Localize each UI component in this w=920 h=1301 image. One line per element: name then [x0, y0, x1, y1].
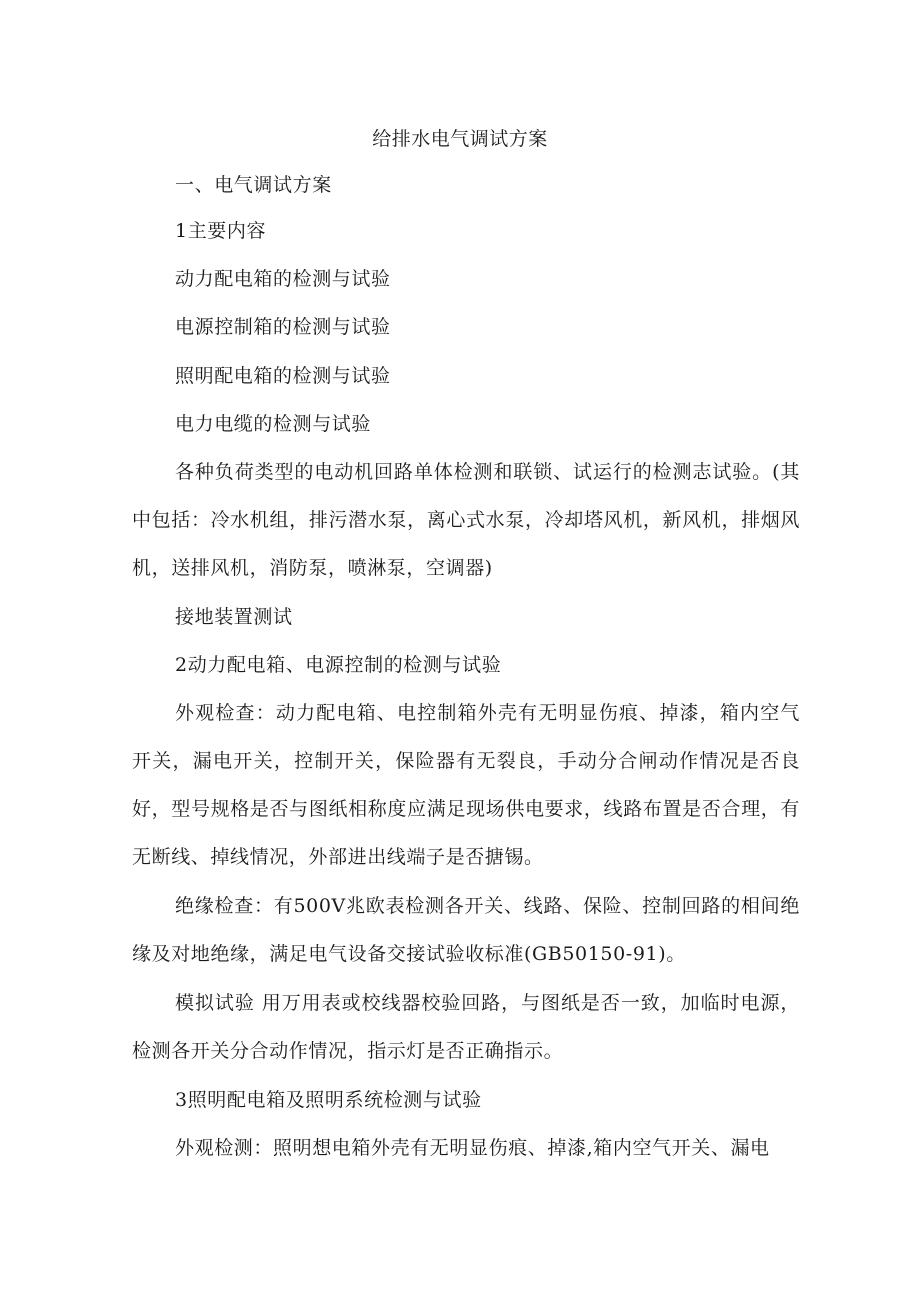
- subsection-heading-main-content: 1主要内容: [175, 220, 267, 242]
- appearance-check-paragraph: 外观检查：动力配电箱、电控制箱外壳有无明显伤痕、掉漆，箱内空气开关，漏电开关，控制开关，保险器有无裂良，手动分合闸动作情况是否良好，型号规格是否与图纸相称度应满足现场供电要求，线路布置是否合理，有无断线、掉线情况，外部进出线端子是否搪锡。: [132, 702, 800, 868]
- subsection-heading-power-box-testing: 2动力配电箱、电源控制的检测与试验: [175, 654, 502, 676]
- subsection-heading-lighting-box-testing: 3照明配电箱及照明系统检测与试验: [175, 1089, 482, 1111]
- content-item-grounding-test: 接地装置测试: [175, 606, 293, 628]
- simulation-test-paragraph: 模拟试验 用万用表或校线器校验回路，与图纸是否一致，加临时电源，检测各开关分合动作情况，指示灯是否正确指示。: [132, 992, 800, 1062]
- document-title: 给排水电气调试方案: [372, 128, 548, 150]
- content-item-power-distribution-box: 动力配电箱的检测与试验: [175, 268, 391, 290]
- section-heading-electrical-commissioning: 一、电气调试方案: [175, 174, 332, 196]
- content-item-power-control-box: 电源控制箱的检测与试验: [175, 316, 391, 338]
- content-item-power-cable: 电力电缆的检测与试验: [175, 413, 372, 435]
- lighting-appearance-check-paragraph: 外观检测：照明想电箱外壳有无明显伤痕、掉漆,箱内空气开关、漏电: [175, 1137, 770, 1159]
- motor-circuit-test-paragraph: 各种负荷类型的电动机回路单体检测和联锁、试运行的检测志试验。(其中包括：冷水机组，排污潜水泵，离心式水泵，冷却塔风机，新风机，排烟风机，送排风机，消防泵，喷淋泵，空调器): [132, 461, 800, 579]
- content-item-lighting-distribution-box: 照明配电箱的检测与试验: [175, 365, 391, 387]
- insulation-check-paragraph: 绝缘检查：有500V兆欧表检测各开关、线路、保险、控制回路的相间绝缘及对地绝缘，满足电气设备交接试验收标准(GB50150-91)。: [132, 895, 800, 965]
